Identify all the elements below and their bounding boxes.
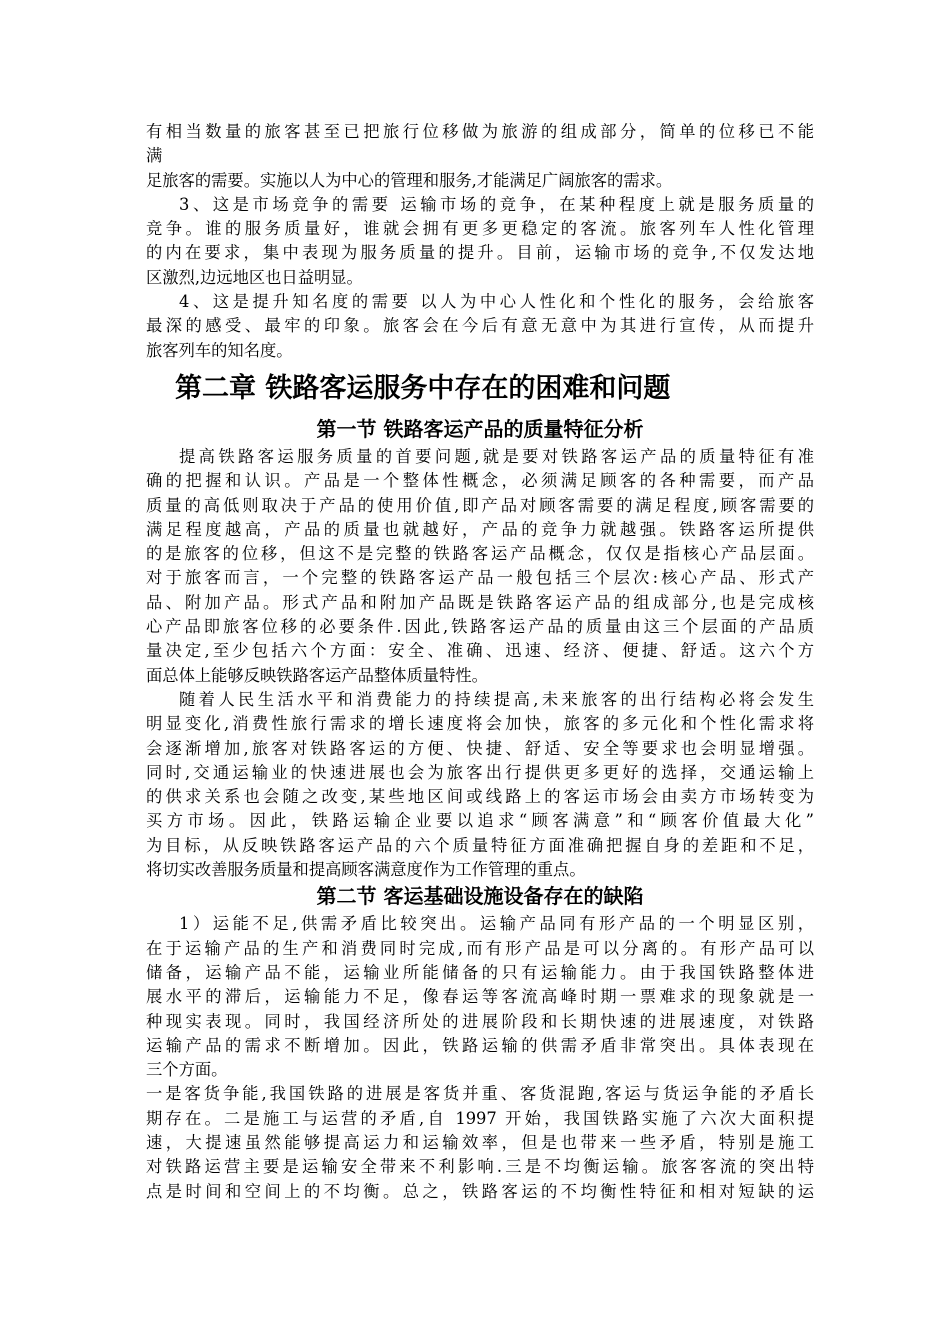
text-line: 在于运输产品的生产和消费同时完成,而有形产品是可以分离的。有形产品可以 <box>146 938 814 958</box>
text-line: 提高铁路客运服务质量的首要问题,就是要对铁路客运产品的质量特征有准 <box>179 446 814 466</box>
text-line: 期存在。二是施工与运营的矛盾,自 1997 开始，我国铁路实施了六次大面积提 <box>146 1108 814 1128</box>
text-line: 三个方面。 <box>146 1060 228 1080</box>
text-line: 心产品即旅客位移的必要条件.因此,铁路客运产品的质量由这三个层面的产品质 <box>146 617 814 637</box>
text-line: 质量的高低则取决于产品的使用价值,即产品对顾客需要的满足程度,顾客需要的 <box>146 495 814 515</box>
text-line: 足旅客的需要。实施以人为中心的管理和服务,才能满足广阔旅客的需求。 <box>146 170 673 190</box>
text-line: 将切实改善服务质量和提高顾客满意度作为工作管理的重点。 <box>146 860 586 880</box>
section-1-title: 第一节 铁路客运产品的质量特征分析 <box>316 416 644 441</box>
section-2-paragraph-1 <box>146 912 814 1082</box>
text-line: 1）运能不足,供需矛盾比较突出。运输产品同有形产品的一个明显区别， <box>179 914 814 934</box>
text-line: 的供求关系也会随之改变,某些地区间或线路上的客运市场会由卖方市场转变为 <box>146 787 814 807</box>
text-line: 运输产品的需求不断增加。因此，铁路运输的供需矛盾非常突出。具体表现在 <box>146 1035 814 1055</box>
text-line: 速，大提速虽然能够提高运力和运输效率，但是也带来一些矛盾，特别是施工 <box>146 1132 814 1152</box>
text-line: 量决定,至少包括六个方面：安全、准确、迅速、经济、便捷、舒适。这六个方 <box>146 641 814 661</box>
text-line: 储备，运输产品不能，运输业所能储备的只有运输能力。由于我国铁路整体进 <box>146 962 814 982</box>
text-line: 对铁路运营主要是运输安全带来不利影响.三是不均衡运输。旅客客流的突出特 <box>146 1157 814 1177</box>
section-1-paragraph-2 <box>146 688 814 882</box>
text-line: 旅客列车的知名度。 <box>146 340 293 360</box>
text-line: 明显变化,消费性旅行需求的增长速度将会加快，旅客的多元化和个性化需求将 <box>146 714 814 734</box>
text-line: 确的把握和认识。产品是一个整体性概念，必须满足顾客的各种需要，而产品 <box>146 471 814 491</box>
text-line: 面总体上能够反映铁路客运产品整体质量特性。 <box>146 665 488 685</box>
text-line: 竞争。谁的服务质量好，谁就会拥有更多更稳定的客流。旅客列车人性化管理 <box>146 219 814 239</box>
section-1-paragraph-1 <box>146 445 814 688</box>
text-line: 为目标，从反映铁路客运产品的六个质量特征方面准确把握自身的差距和不足， <box>146 835 814 855</box>
text-line: 会逐渐增加,旅客对铁路客运的方便、快捷、舒适、安全等要求也会明显增强。 <box>146 738 814 758</box>
paragraph-4 <box>146 290 814 363</box>
text-line: 3、这是市场竞争的需要 运输市场的竞争，在某种程度上就是服务质量的 <box>179 194 814 214</box>
section-2-paragraph-2 <box>146 1082 814 1203</box>
intro-paragraph <box>146 120 814 193</box>
text-line: 展水平的滞后，运输能力不足，像春运等客流高峰时期一票难求的现象就是一 <box>146 987 814 1007</box>
text-line: 种现实表现。同时，我国经济所处的进展阶段和长期快速的进展速度，对铁路 <box>146 1011 814 1031</box>
text-line: 品、附加产品。形式产品和附加产品既是铁路客运产品的组成部分,也是完成核 <box>146 592 814 612</box>
text-line: 点是时间和空间上的不均衡。总之，铁路客运的不均衡性特征和相对短缺的运 <box>146 1181 814 1201</box>
paragraph-3 <box>146 193 814 290</box>
text-line: 对于旅客而言，一个完整的铁路客运产品一般包括三个层次:核心产品、形式产 <box>146 568 814 588</box>
text-line: 区激烈,边远地区也日益明显。 <box>146 267 363 287</box>
text-line: 一是客货争能,我国铁路的进展是客货并重、客货混跑,客运与货运争能的矛盾长 <box>146 1084 814 1104</box>
text-line: 最深的感受、最牢的印象。旅客会在今后有意无意中为其进行宣传，从而提升 <box>146 316 814 336</box>
text-line: 有相当数量的旅客甚至已把旅行位移做为旅游的组成部分，简单的位移已不能 <box>146 122 814 141</box>
text-line: 同时,交通运输业的快速进展也会为旅客出行提供更多更好的选择，交通运输上 <box>146 762 814 782</box>
text-line: 的是旅客的位移，但这不是完整的铁路客运产品概念，仅仅是指核心产品层面。 <box>146 544 814 564</box>
section-2-title: 第二节 客运基础设施设备存在的缺陷 <box>316 884 644 909</box>
text-line: 随着人民生活水平和消费能力的持续提高,未来旅客的出行结构必将会发生 <box>179 689 814 709</box>
document-page <box>146 120 814 1204</box>
text-line: 买方市场。因此，铁路运输企业要以追求“顾客满意”和“顾客价值最大化” <box>146 811 814 831</box>
text-line: 满 <box>146 146 163 166</box>
text-line: 满足程度越高，产品的质量也就越好，产品的竞争力就越强。铁路客运所提供 <box>146 519 814 539</box>
text-line: 的内在要求，集中表现为服务质量的提升。目前，运输市场的竞争,不仅发达地 <box>146 243 814 263</box>
chapter-title: 第二章 铁路客运服务中存在的困难和问题 <box>175 372 671 404</box>
text-line: 4、这是提升知名度的需要 以人为中心人性化和个性化的服务，会给旅客 <box>179 292 814 312</box>
